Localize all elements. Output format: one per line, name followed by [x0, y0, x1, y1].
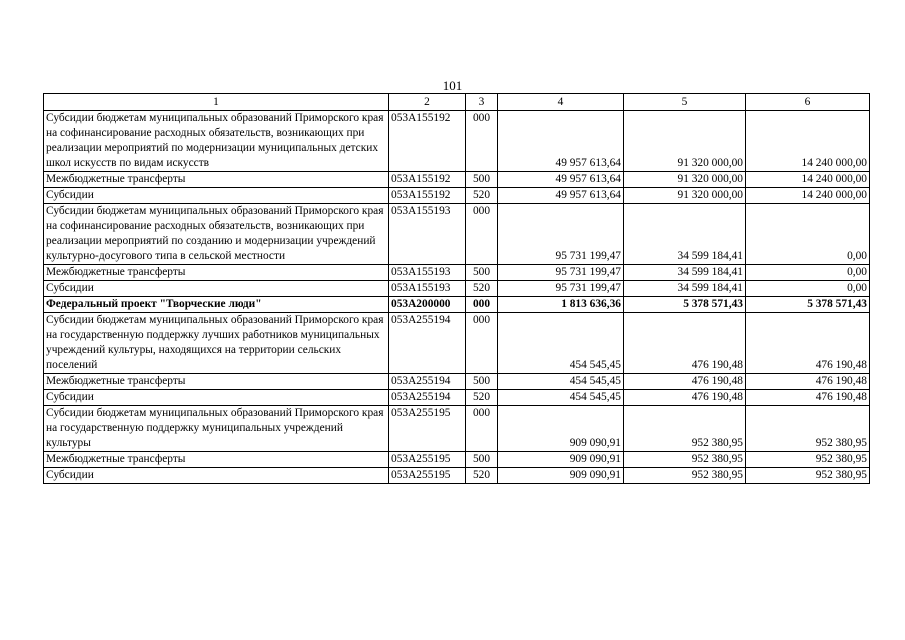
row-expense-type: 000 [466, 406, 498, 452]
row-value-col5: 476 190,48 [624, 390, 746, 406]
row-expense-type: 520 [466, 281, 498, 297]
row-value-col5: 91 320 000,00 [624, 188, 746, 204]
column-header-1: 1 [44, 94, 389, 111]
row-value-col6: 14 240 000,00 [746, 188, 870, 204]
table-row [44, 297, 870, 313]
row-expense-type: 000 [466, 313, 498, 374]
row-value-col6: 0,00 [746, 204, 870, 265]
row-name: Субсидии [44, 188, 389, 204]
row-code: 053A155192 [389, 172, 466, 188]
row-value-col4: 909 090,91 [498, 468, 624, 484]
row-value-col6: 952 380,95 [746, 406, 870, 452]
row-name: Федеральный проект "Творческие люди" [44, 297, 389, 313]
row-code: 053A255195 [389, 452, 466, 468]
row-name: Субсидии [44, 468, 389, 484]
row-name: Межбюджетные трансферты [44, 265, 389, 281]
column-header-3: 3 [466, 94, 498, 111]
row-code: 053A255194 [389, 313, 466, 374]
column-header-6: 6 [746, 94, 870, 111]
row-name: Субсидии [44, 281, 389, 297]
row-value-col4: 49 957 613,64 [498, 188, 624, 204]
row-value-col4: 454 545,45 [498, 313, 624, 374]
row-expense-type: 520 [466, 468, 498, 484]
table-row [44, 374, 870, 390]
row-value-col4: 909 090,91 [498, 452, 624, 468]
row-expense-type: 520 [466, 390, 498, 406]
table-row [44, 188, 870, 204]
row-code: 053A155192 [389, 111, 466, 172]
row-expense-type: 000 [466, 297, 498, 313]
row-value-col4: 95 731 199,47 [498, 281, 624, 297]
row-name: Субсидии бюджетам муниципальных образований Приморского края на государственную поддержку лучших работников муниципальных учреждений культуры, находящихся на территории сельских поселений [44, 313, 389, 374]
row-value-col4: 95 731 199,47 [498, 204, 624, 265]
row-value-col5: 952 380,95 [624, 406, 746, 452]
row-value-col5: 91 320 000,00 [624, 111, 746, 172]
table-row [44, 281, 870, 297]
table-row [44, 406, 870, 452]
column-header-5: 5 [624, 94, 746, 111]
row-code: 053A255194 [389, 374, 466, 390]
row-value-col4: 49 957 613,64 [498, 111, 624, 172]
row-name: Субсидии бюджетам муниципальных образований Приморского края на софинансирование расходных обязательств, возникающих при реализации мероприятий по созданию и модернизации учреждений культурно-досугового типа в сельской местности [44, 204, 389, 265]
row-name: Субсидии бюджетам муниципальных образований Приморского края на софинансирование расходных обязательств, возникающих при реализации мероприятий по модернизации муниципальных детских школ искусств по видам искусств [44, 111, 389, 172]
row-code: 053A200000 [389, 297, 466, 313]
budget-table [43, 93, 870, 484]
row-value-col4: 95 731 199,47 [498, 265, 624, 281]
row-value-col4: 1 813 636,36 [498, 297, 624, 313]
page-number: 101 [442, 78, 463, 93]
table-row [44, 468, 870, 484]
row-value-col4: 454 545,45 [498, 390, 624, 406]
row-value-col5: 476 190,48 [624, 313, 746, 374]
row-code: 053A255194 [389, 390, 466, 406]
row-name: Межбюджетные трансферты [44, 452, 389, 468]
row-code: 053A255195 [389, 406, 466, 452]
row-value-col5: 34 599 184,41 [624, 204, 746, 265]
row-code: 053A155193 [389, 281, 466, 297]
row-value-col5: 952 380,95 [624, 468, 746, 484]
row-value-col6: 14 240 000,00 [746, 172, 870, 188]
row-expense-type: 500 [466, 265, 498, 281]
row-value-col6: 0,00 [746, 281, 870, 297]
row-value-col6: 0,00 [746, 265, 870, 281]
table-row [44, 452, 870, 468]
row-value-col6: 476 190,48 [746, 313, 870, 374]
row-value-col6: 14 240 000,00 [746, 111, 870, 172]
row-expense-type: 000 [466, 204, 498, 265]
row-expense-type: 500 [466, 374, 498, 390]
column-header-2: 2 [389, 94, 466, 111]
row-value-col4: 454 545,45 [498, 374, 624, 390]
table-row [44, 204, 870, 265]
row-name: Межбюджетные трансферты [44, 374, 389, 390]
row-expense-type: 500 [466, 452, 498, 468]
table-row [44, 172, 870, 188]
row-code: 053A255195 [389, 468, 466, 484]
row-value-col6: 952 380,95 [746, 452, 870, 468]
row-value-col5: 476 190,48 [624, 374, 746, 390]
row-value-col5: 91 320 000,00 [624, 172, 746, 188]
table-row [44, 111, 870, 172]
row-value-col5: 5 378 571,43 [624, 297, 746, 313]
row-expense-type: 520 [466, 188, 498, 204]
row-name: Субсидии бюджетам муниципальных образований Приморского края на государственную поддержку муниципальных учреждений культуры [44, 406, 389, 452]
row-value-col5: 34 599 184,41 [624, 281, 746, 297]
row-name: Субсидии [44, 390, 389, 406]
row-value-col4: 909 090,91 [498, 406, 624, 452]
row-value-col5: 952 380,95 [624, 452, 746, 468]
row-value-col6: 476 190,48 [746, 390, 870, 406]
row-expense-type: 500 [466, 172, 498, 188]
row-value-col6: 952 380,95 [746, 468, 870, 484]
row-value-col4: 49 957 613,64 [498, 172, 624, 188]
row-name: Межбюджетные трансферты [44, 172, 389, 188]
row-value-col6: 5 378 571,43 [746, 297, 870, 313]
row-value-col6: 476 190,48 [746, 374, 870, 390]
row-expense-type: 000 [466, 111, 498, 172]
column-header-4: 4 [498, 94, 624, 111]
row-value-col5: 34 599 184,41 [624, 265, 746, 281]
table-row [44, 265, 870, 281]
row-code: 053A155193 [389, 204, 466, 265]
table-row [44, 313, 870, 374]
table-header-row [44, 94, 870, 111]
table-row [44, 390, 870, 406]
table-body [44, 111, 870, 484]
row-code: 053A155192 [389, 188, 466, 204]
row-code: 053A155193 [389, 265, 466, 281]
